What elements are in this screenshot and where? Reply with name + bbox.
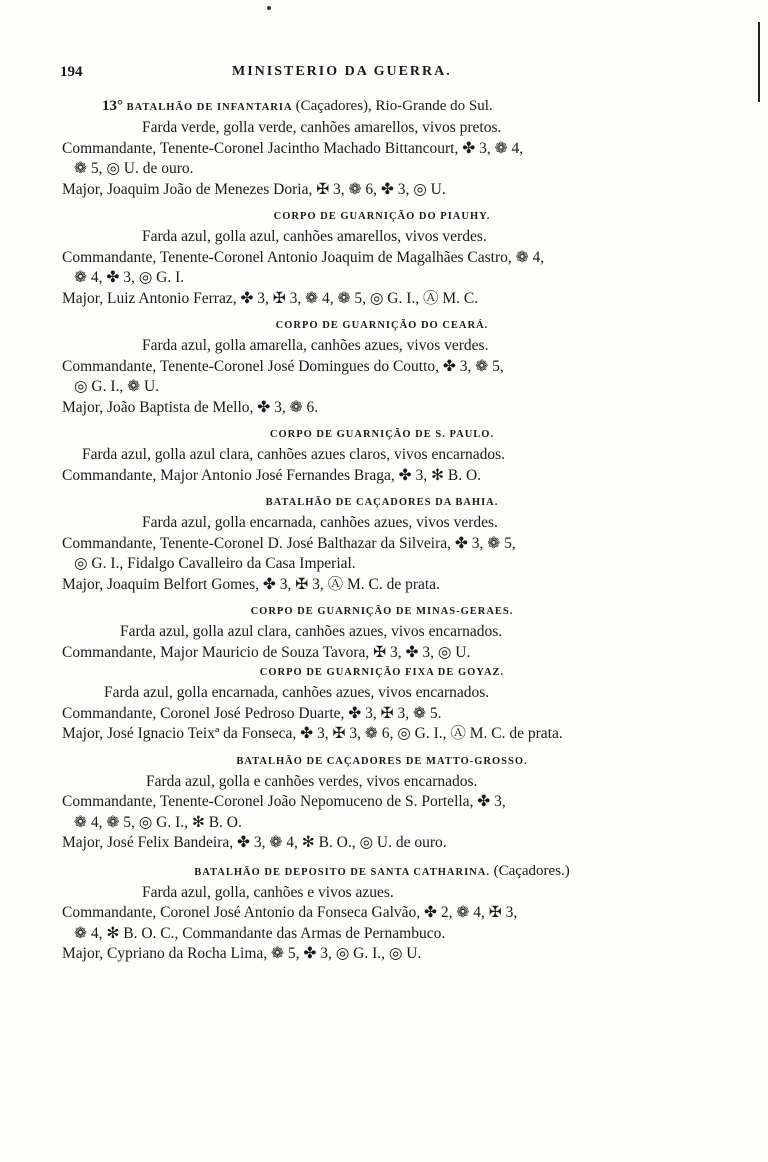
uniform-line: Farda verde, golla verde, canhões amarellos, vivos pretos.: [142, 119, 502, 136]
major-line: Major, Cypriano da Rocha Lima, ❁ 5, ✤ 3, ◎ G. I., ◎ U.: [62, 945, 422, 962]
major-line: Major, Joaquim João de Menezes Doria, ✠ 3, ❁ 6, ✤ 3, ◎ U.: [62, 180, 446, 198]
section-heading: [62, 96, 702, 118]
continuation-line: ❁ 4, ✻ B. O. C., Commandante das Armas de Pernambuco.: [74, 924, 446, 942]
commander-line: Commandante, Tenente-Coronel Jacintho Machado Bittancourt, ✤ 3, ❁ 4,: [62, 139, 524, 157]
uniform-line: Farda azul, golla amarella, canhões azues, vivos verdes.: [142, 337, 489, 354]
section-heading: BATALHÃO DE CAÇADORES DA BAHIA.: [265, 497, 499, 508]
section-heading-tail: (Caçadores), Rio-Grande do Sul.: [295, 98, 493, 114]
uniform-line: Farda azul, golla encarnada, canhões azues, vivos encarnados.: [104, 684, 490, 701]
commander-line: Commandante, Coronel José Pedroso Duarte, ✤ 3, ✠ 3, ❁ 5.: [62, 704, 442, 722]
page-number: 194: [60, 64, 83, 80]
uniform-line: Farda azul, golla, canhões e vivos azues.: [142, 883, 394, 901]
continuation-line: ❁ 4, ❁ 5, ◎ G. I., ✻ B. O.: [74, 813, 242, 831]
continuation-line: ◎ G. I., ❁ U.: [74, 378, 160, 395]
uniform-line: Farda azul, golla azul, canhões amarellos, vivos verdes.: [142, 228, 487, 245]
commander-line: Commandante, Tenente-Coronel João Nepomuceno de S. Portella, ✤ 3,: [62, 793, 506, 810]
section-heading: CORPO DE GUARNIÇÃO DO PIAUHY.: [273, 211, 491, 222]
section-heading: CORPO DE GUARNIÇÃO FIXA DE GOYAZ.: [259, 667, 505, 678]
body-text: [62, 96, 702, 965]
commander-line: Commandante, Tenente-Coronel José Domingues do Coutto, ✤ 3, ❁ 5,: [62, 357, 504, 375]
section-heading: BATALHÃO DE CAÇADORES DE MATTO-GROSSO.: [236, 755, 528, 767]
major-line: Major, José Felix Bandeira, ✤ 3, ❁ 4, ✻ B. O., ◎ U. de ouro.: [62, 834, 447, 851]
uniform-line: Farda azul, golla azul clara, canhões azues, vivos encarnados.: [120, 623, 503, 640]
section-heading-text: BATALHÃO DE DEPOSITO DE SANTA CATHARINA.: [194, 866, 490, 878]
section-heading-text: BATALHÃO DE INFANTARIA: [126, 102, 292, 113]
section-heading: CORPO DE GUARNIÇÃO DE MINAS-GERAES.: [250, 606, 514, 617]
major-line: Major, Joaquim Belfort Gomes, ✤ 3, ✠ 3, Ⓐ M. C. de prata.: [62, 575, 440, 593]
section-number: 13°: [102, 98, 123, 114]
uniform-line: Farda azul, golla encarnada, canhões azues, vivos verdes.: [142, 514, 498, 531]
major-line: Major, João Baptista de Mello, ✤ 3, ❁ 6.: [62, 398, 319, 416]
commander-line: Commandante, Coronel José Antonio da Fonseca Galvão, ✤ 2, ❁ 4, ✠ 3,: [62, 904, 518, 921]
section-heading: CORPO DE GUARNIÇÃO DE S. PAULO.: [269, 429, 495, 440]
commander-line: Commandante, Tenente-Coronel D. José Balthazar da Silveira, ✤ 3, ❁ 5,: [62, 534, 516, 552]
continuation-line: ❁ 4, ✤ 3, ◎ G. I.: [74, 269, 185, 286]
major-line: Major, Luiz Antonio Ferraz, ✤ 3, ✠ 3, ❁ 4, ❁ 5, ◎ G. I., Ⓐ M. C.: [62, 289, 479, 307]
section-heading: CORPO DE GUARNIÇÃO DO CEARÁ.: [275, 320, 489, 331]
uniform-line: Farda azul, golla e canhões verdes, vivos encarnados.: [146, 772, 478, 790]
section-heading: [62, 861, 702, 883]
commander-line: Commandante, Tenente-Coronel Antonio Joaquim de Magalhães Castro, ❁ 4,: [62, 248, 545, 266]
major-line: Major, José Ignacio Teixª da Fonseca, ✤ 3, ✠ 3, ❁ 6, ◎ G. I., Ⓐ M. C. de prata.: [62, 725, 563, 742]
running-head: [60, 64, 660, 86]
running-title: MINISTERIO DA GUERRA.: [232, 64, 452, 79]
commander-line: Commandante, Major Mauricio de Souza Tavora, ✠ 3, ✤ 3, ◎ U.: [62, 643, 471, 661]
continuation-line: ❁ 5, ◎ U. de ouro.: [74, 160, 194, 177]
section-heading-tail: (Caçadores.): [493, 862, 570, 879]
uniform-line: Farda azul, golla azul clara, canhões azues claros, vivos encarnados.: [82, 446, 506, 463]
margin-rule: [758, 22, 760, 102]
continuation-line: ◎ G. I., Fidalgo Cavalleiro da Casa Imperial.: [74, 555, 356, 572]
ink-speck: [267, 6, 271, 10]
commander-line: Commandante, Major Antonio José Fernandes Braga, ✤ 3, ✻ B. O.: [62, 466, 482, 484]
